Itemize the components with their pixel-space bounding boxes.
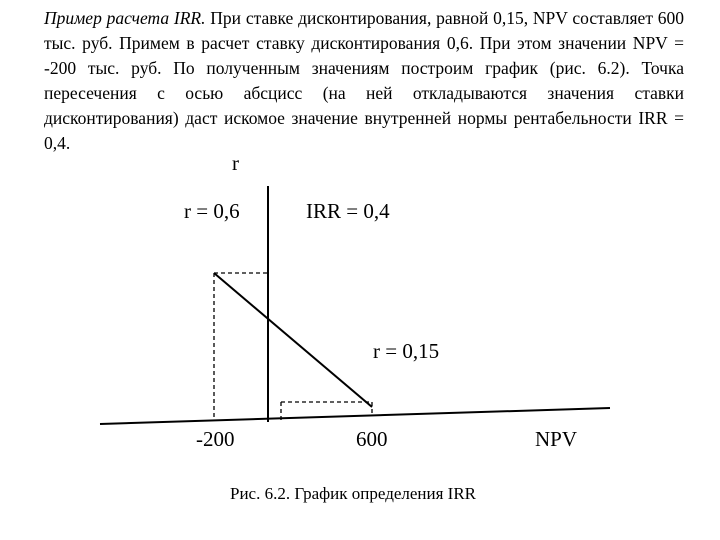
npv-line	[214, 273, 372, 407]
label-irr: IRR = 0,4	[306, 199, 390, 223]
x-tick-pos: 600	[356, 427, 388, 451]
label-r-low: r = 0,15	[373, 339, 440, 363]
x-axis-label: NPV	[535, 427, 578, 451]
x-axis	[100, 408, 610, 424]
figure-caption: Рис. 6.2. График определения IRR	[230, 484, 477, 503]
x-tick-neg: -200	[196, 427, 235, 451]
y-axis-label: r	[232, 151, 239, 175]
paragraph-body: При ставке дисконтирования, равной 0,15, NPV составляет 600 тыс. руб. Примем в расчет ставку дисконтирования 0,6. При этом значении NPV = -200 тыс. руб. По полученным значениям построим график (рис. 6.2). Точка пересечения с осью абсцисс (на ней откладываются значения ставки дисконтирования) даст искомое значение внутренней нормы рентабельности IRR = 0,4.	[44, 8, 684, 153]
label-r-high: r = 0,6	[184, 199, 240, 223]
paragraph-lead: Пример расчета IRR.	[44, 8, 206, 28]
